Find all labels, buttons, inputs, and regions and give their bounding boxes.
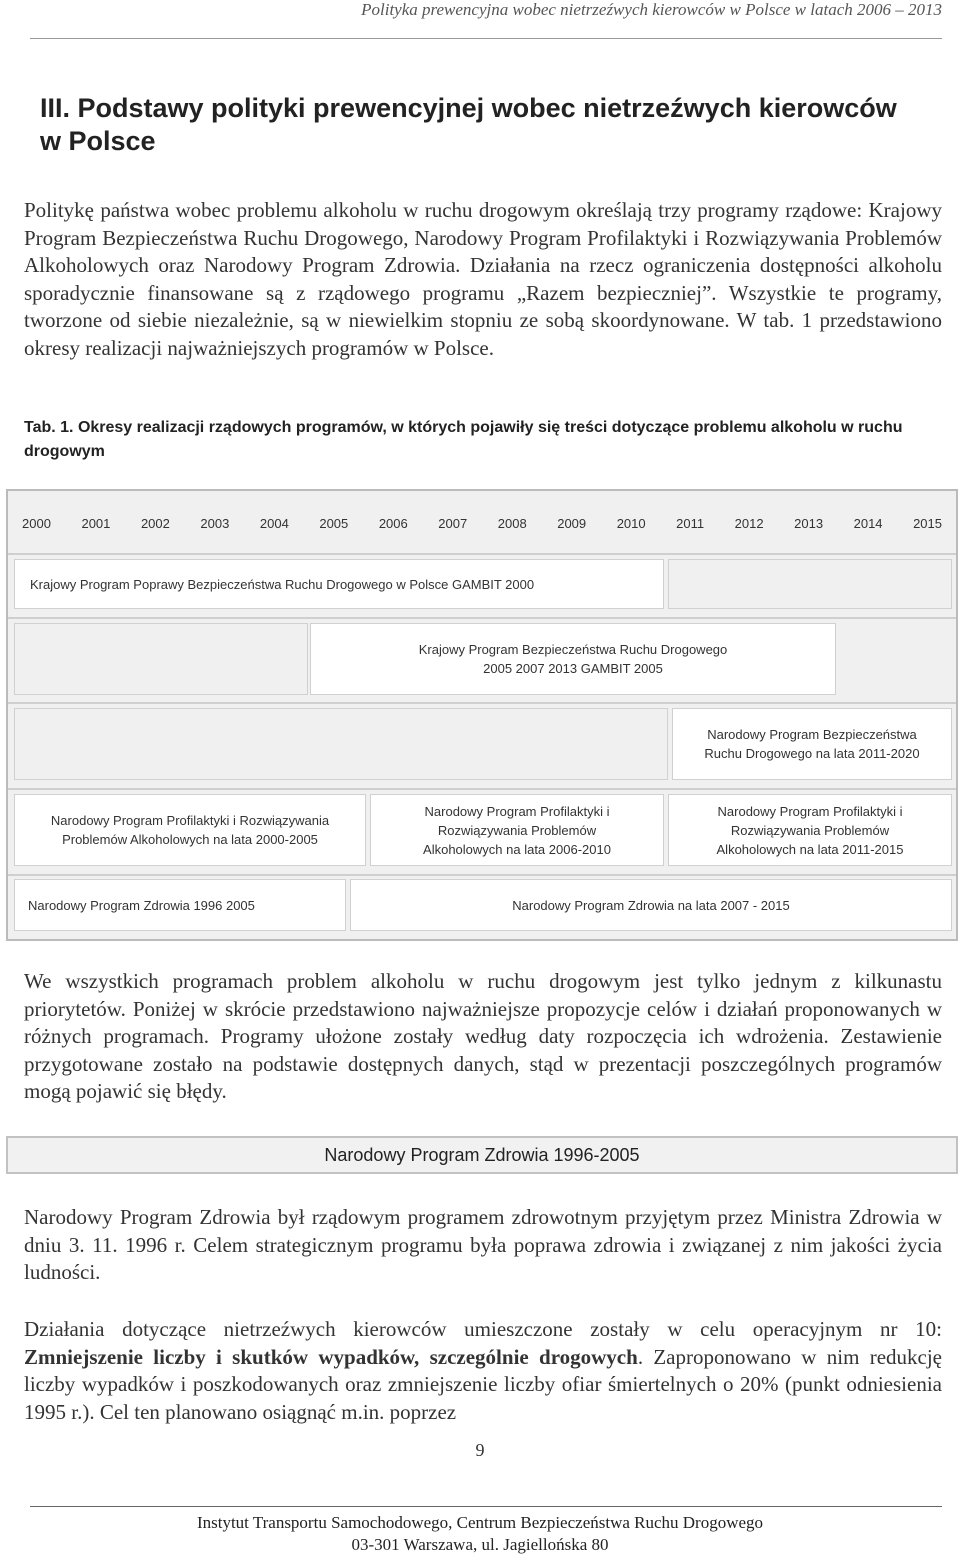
bar-gambit-2005-line1: Krajowy Program Bezpieczeństwa Ruchu Drogowego	[418, 642, 728, 657]
actions-goal-bold: Zmniejszenie liczby i skutków wypadków, szczególnie drogowych	[24, 1344, 638, 1369]
year-label: 2009	[557, 515, 587, 531]
footer-line-1: Instytut Transportu Samochodowego, Centrum Bezpieczeństwa Ruchu Drogowego	[196, 1513, 764, 1532]
timeline-row-npbrd	[8, 702, 956, 790]
program-timeline-table	[6, 489, 958, 941]
timeline-row-gambit-2005	[8, 617, 956, 704]
years-axis	[22, 503, 942, 543]
year-label: 2001	[81, 515, 111, 531]
footer-rule	[30, 1506, 942, 1507]
year-label: 2010	[616, 515, 646, 531]
bar-npprpa-2000-line2: Problemów Alkoholowych na lata 2000-2005	[62, 832, 318, 847]
bar-npz-2007-2015	[350, 879, 952, 931]
year-label: 2000	[22, 515, 51, 531]
bar-npprpa-2006-line1: Narodowy Program Profilaktyki i	[424, 803, 610, 819]
table-caption: Tab. 1. Okresy realizacji rządowych programów, w których pojawiły się treści dotyczące problemu alkoholu w ruchu drogowym	[24, 419, 903, 460]
empty-cell	[668, 559, 952, 609]
bar-npprpa-2006-line3: Alkoholowych na lata 2006-2010	[423, 841, 611, 857]
header-rule	[30, 38, 942, 39]
bar-npprpa-2011-line1: Narodowy Program Profilaktyki i	[717, 803, 903, 819]
year-label: 2006	[378, 515, 408, 531]
year-label: 2008	[497, 515, 527, 531]
bar-npprpa-2006-line2: Rozwiązywania Problemów	[437, 822, 597, 838]
bar-npprpa-2011-line3: Alkoholowych na lata 2011-2015	[716, 841, 904, 857]
bar-npbrd-2011-2020	[672, 708, 952, 780]
bar-npz-1996-2005	[14, 879, 346, 931]
bar-npz-2007-label: Narodowy Program Zdrowia na lata 2007 - 2015	[512, 897, 790, 913]
bar-gambit-2000-label: Krajowy Program Poprawy Bezpieczeństwa Ruchu Drogowego w Polsce GAMBIT 2000	[30, 576, 535, 592]
npz-paragraph: Narodowy Program Zdrowia był rządowym programem zdrowotnym przyjętym przez Ministra Zdrowia w dniu 3. 11. 1996 r. Celem strategicznym programu była poprawa zdrowia i związanej z nim jakości życia ludności.	[24, 1205, 942, 1284]
bar-gambit-2005-line2: 2005 2007 2013 GAMBIT 2005	[483, 661, 663, 676]
actions-paragraph	[24, 1316, 942, 1426]
bar-npprpa-2000-2005	[14, 794, 366, 866]
actions-text-after: . Zaproponowano w nim redukcję liczby wypadków i poszkodowanych oraz zmniejszenie liczby ofiar śmiertelnych o 20% (punkt odniesienia 1995 r.). Cel ten planowano osiągnąć m.in. poprzez	[24, 1344, 942, 1424]
year-label: 2004	[259, 515, 289, 531]
bar-npprpa-2000-line1: Narodowy Program Profilaktyki i Rozwiązywania	[50, 813, 330, 828]
bar-npz-1996-label: Narodowy Program Zdrowia 1996 2005	[28, 897, 255, 913]
year-label: 2007	[438, 515, 468, 531]
program-heading: Narodowy Program Zdrowia 1996-2005	[324, 1144, 640, 1165]
year-label: 2012	[734, 515, 764, 531]
section-title: III. Podstawy polityki prewencyjnej wobec nietrzeźwych kierowców w Polsce	[40, 93, 897, 156]
timeline-row-gambit	[8, 553, 956, 619]
bar-npprpa-2011-2015	[668, 794, 952, 866]
empty-cell	[14, 708, 668, 780]
bar-npprpa-2006-2010	[370, 794, 664, 866]
program-heading-bar	[6, 1136, 958, 1174]
bar-npbrd-line1: Narodowy Program Bezpieczeństwa	[707, 727, 917, 742]
footer-line-2: 03-301 Warszawa, ul. Jagiellońska 80	[351, 1535, 609, 1554]
timeline-row-npz	[8, 874, 956, 939]
year-label: 2003	[200, 515, 230, 531]
year-label: 2005	[319, 515, 349, 531]
bar-gambit-2000	[14, 559, 664, 609]
timeline-row-npprpa	[8, 788, 956, 876]
year-label: 2013	[794, 515, 824, 531]
year-label: 2002	[140, 515, 170, 531]
bar-gambit-2005	[310, 623, 836, 695]
bar-npbrd-line2: Ruchu Drogowego na lata 2011-2020	[704, 746, 920, 761]
actions-text-before: Działania dotyczące nietrzeźwych kierowców umieszczone zostały w celu operacyjnym nr 10:	[24, 1317, 942, 1341]
year-label: 2011	[676, 515, 705, 531]
running-header: Polityka prewencyjna wobec nietrzeźwych kierowców w Polsce w latach 2006 – 2013	[361, 0, 942, 19]
year-label: 2015	[913, 515, 942, 531]
years-row	[8, 491, 956, 555]
bar-npprpa-2011-line2: Rozwiązywania Problemów	[730, 822, 890, 838]
programs-paragraph: We wszystkich programach problem alkoholu w ruchu drogowym jest tylko jednym z kilkunastu priorytetów. Poniżej w skrócie przedstawiono najważniejsze propozycje celów i działań proponowanych w różnych programach. Programy ułożone zostały według daty rozpoczęcia ich wdrożenia. Zestawienie przygotowane zostało na podstawie dostępnych danych, stąd w prezentacji poszczególnych programów mogą pojawić się błędy.	[24, 969, 942, 1103]
intro-paragraph: Politykę państwa wobec problemu alkoholu w ruchu drogowym określają trzy programy rządowe: Krajowy Program Bezpieczeństwa Ruchu Drogowego, Narodowy Program Profilaktyki i Rozwiązywania Problemów Alkoholowych oraz Narodowy Program Zdrowia. Działania na rzecz ograniczenia dostępności alkoholu sporadycznie finansowane są z rządowego programu „Razem bezpieczniej”. Wszystkie te programy, tworzone od siebie niezależnie, są w niewielkim stopniu ze sobą skoordynowane. W tab. 1 przedstawiono okresy realizacji najważniejszych programów w Polsce.	[24, 198, 942, 360]
year-label: 2014	[853, 515, 883, 531]
empty-cell	[14, 623, 308, 695]
page-number: 9	[475, 1440, 485, 1460]
